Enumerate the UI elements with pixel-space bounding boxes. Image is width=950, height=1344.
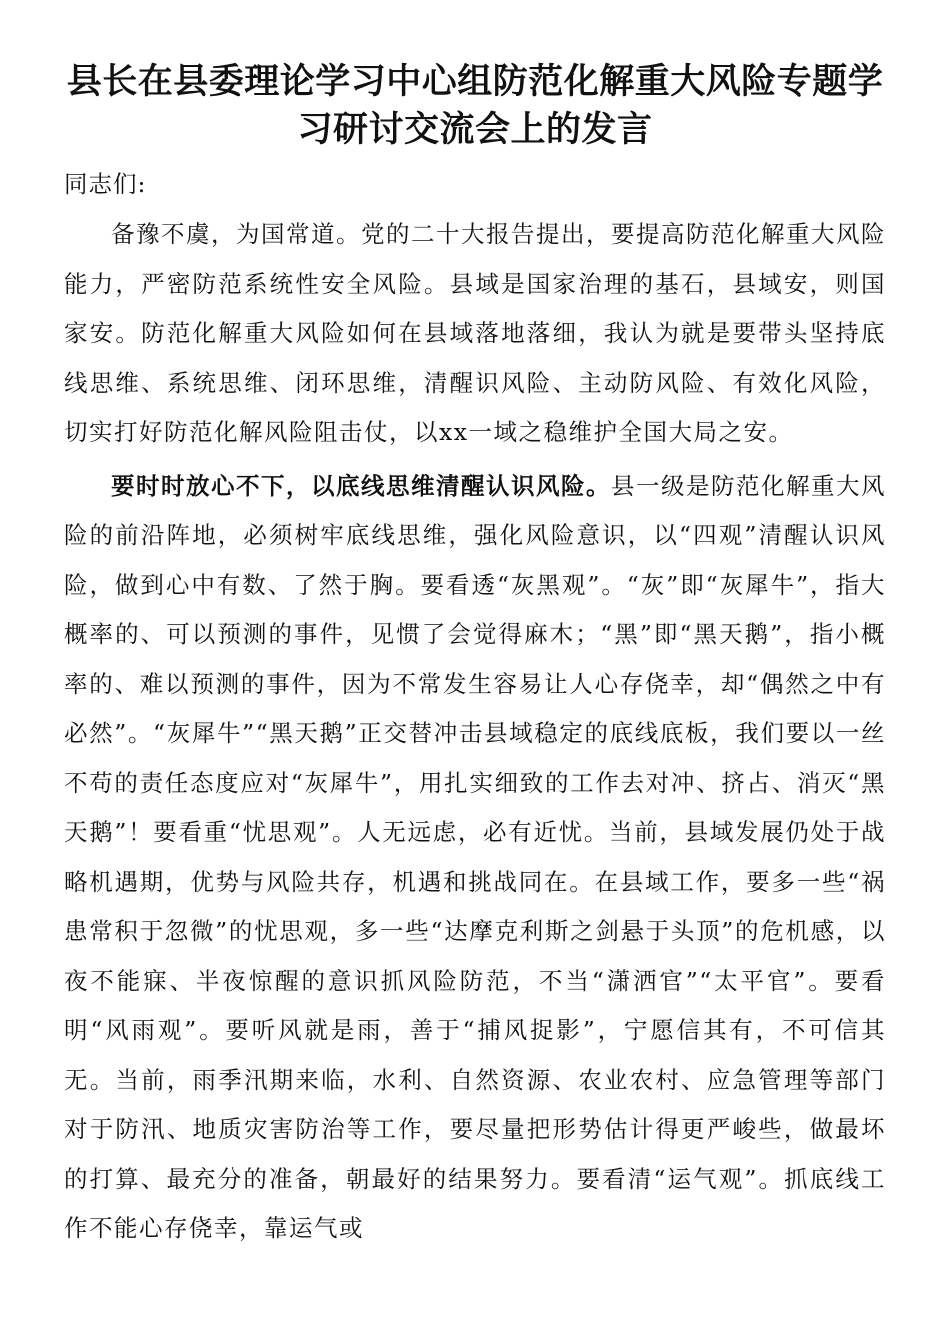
paragraph-intro <box>64 210 886 458</box>
paragraph-text: 县一级是防范化解重大风险的前沿阵地，必须树牢底线思维，强化风险意识，以“四观”清醒认识风险，做到心中有数、了然于胸。要看透“灰黑观”。“灰”即“灰犀牛”，指大概率的、可以预测的事件，见惯了会觉得麻木；“黑”即“黑天鹅”，指小概率的、难以预测的事件，因为不常发生容易让人心存侥幸，却“偶然之中有必然”。“灰犀牛”“黑天鹅”正交替冲击县域稳定的底线底板，我们要以一丝不苟的责任态度应对“灰犀牛”，用扎实细致的工作去对冲、挤占、消灭“黑天鹅”！要看重“忧思观”。人无远虑，必有近忧。当前，县域发展仍处于战略机遇期，优势与风险共存，机遇和挑战同在。在县域工作，要多一些“祸患常积于忽微”的忧思观，多一些“达摩克利斯之剑悬于头顶”的危机感，以夜不能寐、半夜惊醒的意识抓风险防范，不当“潇洒官”“太平官”。要看明“风雨观”。要听风就是雨，善于“捕风捉影”，宁愿信其有，不可信其无。当前，雨季汛期来临，水利、自然资源、农业农村、应急管理等部门对于防汛、地质灾害防治等工作，要尽量把形势估计得更严峻些，做最坏的打算、最充分的准备，朝最好的结果努力。要看清“运气观”。抓底线工作不能心存侥幸，靠运气或 <box>64 471 886 1242</box>
document-title: 县长在县委理论学习中心组防范化解重大风险专题学习研讨交流会上的发言 <box>66 61 884 150</box>
salutation: 同志们: <box>64 170 147 198</box>
paragraph-bottom-line-thinking <box>64 462 886 1254</box>
paragraph-text: 备豫不虞，为国常道。党的二十大报告提出，要提高防范化解重大风险能力，严密防范系统性安全风险。县域是国家治理的基石，县域安，则国家安。防范化解重大风险如何在县域落地落细，我认为就是要带头坚持底线思维、系统思维、闭环思维，清醒识风险、主动防风险、有效化风险，切实打好防范化解风险阻击仗，以xx一域之稳维护全国大局之安。 <box>64 220 886 446</box>
paragraph-lead: 要时时放心不下，以底线思维清醒认识风险。 <box>111 471 611 500</box>
